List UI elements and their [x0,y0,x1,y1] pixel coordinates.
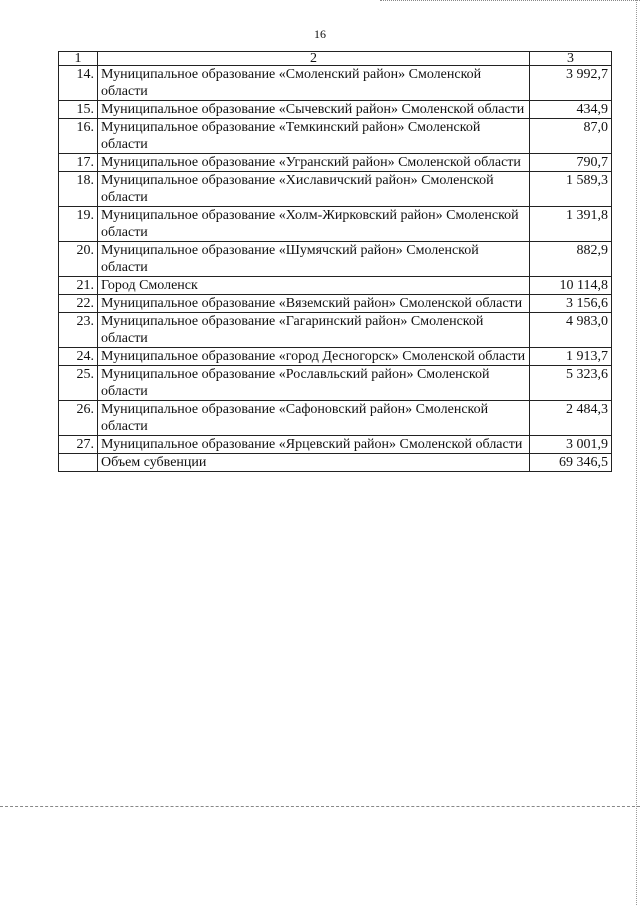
table-row [59,172,612,207]
subvention-amount: 1 391,8 [530,207,612,242]
municipality-name: Муниципальное образование «Сычевский район» Смоленской области [98,101,530,119]
municipality-name: Муниципальное образование «Гагаринский район» Смоленской области [98,313,530,348]
subvention-amount: 1 589,3 [530,172,612,207]
municipality-name: Муниципальное образование «Холм-Жирковский район» Смоленской области [98,207,530,242]
municipality-name: Муниципальное образование «город Десногорск» Смоленской области [98,348,530,366]
subvention-table [58,51,612,472]
total-row [59,454,612,472]
municipality-name: Муниципальное образование «Рославльский район» Смоленской области [98,366,530,401]
subvention-amount: 790,7 [530,154,612,172]
row-number: 23. [59,313,98,348]
subvention-amount: 5 323,6 [530,366,612,401]
row-number: 16. [59,119,98,154]
table-row [59,242,612,277]
table-row [59,366,612,401]
row-number: 25. [59,366,98,401]
subvention-amount: 4 983,0 [530,313,612,348]
table-row [59,348,612,366]
subvention-amount: 2 484,3 [530,401,612,436]
table-row [59,154,612,172]
table-row [59,436,612,454]
table-header-row [59,52,612,66]
row-number: 19. [59,207,98,242]
row-number: 21. [59,277,98,295]
table-row [59,66,612,101]
municipality-name: Муниципальное образование «Смоленский район» Смоленской области [98,66,530,101]
table-row [59,207,612,242]
row-number: 24. [59,348,98,366]
scan-artifact-top [380,0,640,2]
municipality-name: Муниципальное образование «Ярцевский район» Смоленской области [98,436,530,454]
header-col-2: 2 [98,52,530,66]
row-number: 18. [59,172,98,207]
municipality-name: Муниципальное образование «Вяземский район» Смоленской области [98,295,530,313]
municipality-name: Муниципальное образование «Угранский район» Смоленской области [98,154,530,172]
subvention-amount: 882,9 [530,242,612,277]
subvention-amount: 1 913,7 [530,348,612,366]
page-number: 16 [314,27,326,41]
header-col-3: 3 [530,52,612,66]
header-col-1: 1 [59,52,98,66]
row-number: 26. [59,401,98,436]
subvention-amount: 3 156,6 [530,295,612,313]
municipality-name: Город Смоленск [98,277,530,295]
row-number: 14. [59,66,98,101]
subvention-amount: 3 992,7 [530,66,612,101]
total-amount: 69 346,5 [530,454,612,472]
table-row [59,313,612,348]
scan-artifact-bottom [0,806,640,808]
scan-artifact-right [636,0,638,905]
row-number: 22. [59,295,98,313]
table-row [59,119,612,154]
total-label: Объем субвенции [98,454,530,472]
municipality-name: Муниципальное образование «Хиславичский район» Смоленской области [98,172,530,207]
municipality-name: Муниципальное образование «Темкинский район» Смоленской области [98,119,530,154]
table-row [59,277,612,295]
row-number: 20. [59,242,98,277]
municipality-name: Муниципальное образование «Сафоновский район» Смоленской области [98,401,530,436]
row-number: 17. [59,154,98,172]
subvention-amount: 434,9 [530,101,612,119]
table-row [59,401,612,436]
municipality-name: Муниципальное образование «Шумячский район» Смоленской области [98,242,530,277]
subvention-amount: 10 114,8 [530,277,612,295]
row-number: 15. [59,101,98,119]
subvention-amount: 87,0 [530,119,612,154]
row-number: 27. [59,436,98,454]
total-row-number [59,454,98,472]
subvention-amount: 3 001,9 [530,436,612,454]
table-row [59,295,612,313]
table-row [59,101,612,119]
